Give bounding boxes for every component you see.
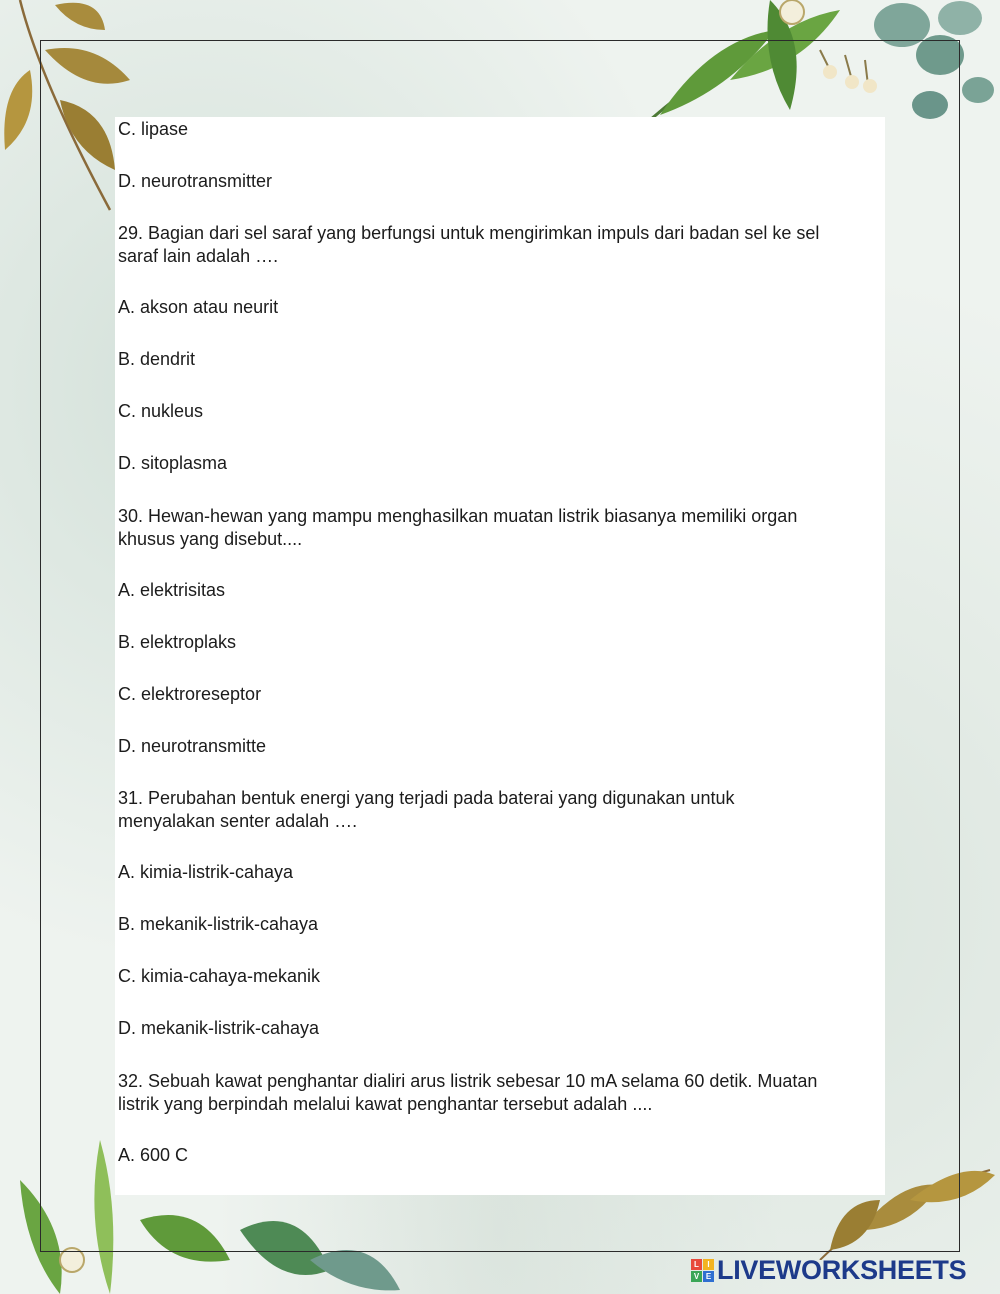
q31-option-d: D. mekanik-listrik-cahaya bbox=[118, 1018, 320, 1038]
q29-option-b: B. dendrit bbox=[118, 349, 196, 369]
q31-option-b: B. mekanik-listrik-cahaya bbox=[118, 914, 319, 934]
q29-option-a: A. akson atau neurit bbox=[118, 297, 279, 317]
logo-letter-i: I bbox=[703, 1259, 714, 1270]
q31-option-c: C. kimia-cahaya-mekanik bbox=[118, 966, 321, 986]
question-32-line-1: 32. Sebuah kawat penghantar dialiri arus listrik sebesar 10 mA selama 60 detik. Muatan bbox=[118, 1071, 818, 1091]
question-32-line-2: listrik yang berpindah melalui kawat penghantar tersebut adalah .... bbox=[118, 1094, 653, 1114]
q31-option-a: A. kimia-listrik-cahaya bbox=[118, 862, 294, 882]
question-29-line-2: saraf lain adalah …. bbox=[118, 246, 279, 266]
logo-text: LIVEWORKSHEETS bbox=[717, 1255, 967, 1285]
liveworksheets-logo[interactable] bbox=[691, 1256, 966, 1284]
q29-option-c: C. nukleus bbox=[118, 401, 204, 421]
q30-option-a: A. elektrisitas bbox=[118, 580, 226, 600]
q32-option-a: A. 600 C bbox=[118, 1145, 189, 1165]
option-d-neurotransmitter: D. neurotransmitter bbox=[118, 171, 273, 191]
question-30-line-2: khusus yang disebut.... bbox=[118, 529, 303, 549]
question-31-line-2: menyalakan senter adalah …. bbox=[118, 811, 358, 831]
q29-option-d: D. sitoplasma bbox=[118, 453, 228, 473]
q30-option-d: D. neurotransmitte bbox=[118, 736, 267, 756]
worksheet-content bbox=[115, 117, 885, 1195]
question-29-line-1: 29. Bagian dari sel saraf yang berfungsi untuk mengirimkan impuls dari badan sel ke sel bbox=[118, 223, 820, 243]
question-31-line-1: 31. Perubahan bentuk energi yang terjadi pada baterai yang digunakan untuk bbox=[118, 788, 735, 808]
option-c-lipase: C. lipase bbox=[118, 119, 189, 139]
logo-letter-e: E bbox=[703, 1271, 714, 1282]
q30-option-c: C. elektroreseptor bbox=[118, 684, 262, 704]
logo-letter-v: V bbox=[691, 1271, 702, 1282]
q30-option-b: B. elektroplaks bbox=[118, 632, 237, 652]
logo-mark-icon bbox=[691, 1259, 714, 1282]
question-30-line-1: 30. Hewan-hewan yang mampu menghasilkan muatan listrik biasanya memiliki organ bbox=[118, 506, 798, 526]
logo-letter-l: L bbox=[691, 1259, 702, 1270]
